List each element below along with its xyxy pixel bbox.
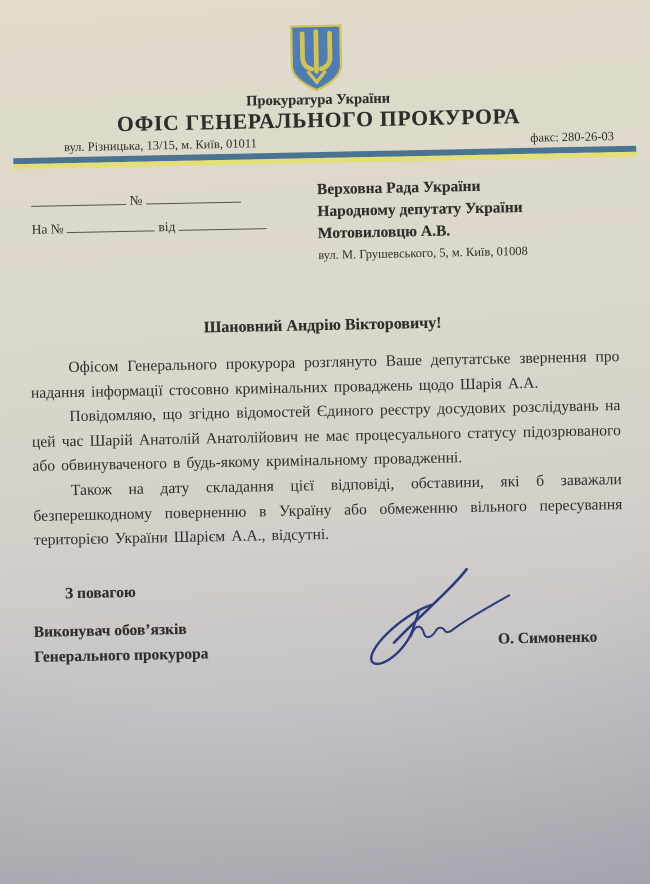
- recipient-block: [317, 175, 528, 265]
- salutation: Шановний Андрію Вікторовичу!: [203, 314, 442, 337]
- letterhead-fax: факс: 280-26-03: [530, 129, 615, 145]
- org-name-small: Прокуратура України: [246, 90, 391, 110]
- signer-title: [34, 616, 209, 669]
- reference-fields: [31, 184, 267, 243]
- ukraine-trident-emblem-icon: [287, 24, 345, 93]
- handwritten-signature: [355, 564, 517, 675]
- reference-line-2: [31, 211, 267, 243]
- signer-name: О. Симоненко: [497, 628, 598, 648]
- outgoing-date-blank: [31, 191, 126, 207]
- signer-title-line-2: Генерального прокурора: [34, 645, 209, 666]
- letter-body: [30, 345, 623, 554]
- closing-regards: З повагою: [64, 583, 136, 603]
- letterhead-address: вул. Різницька, 13/15, м. Київ, 01011: [63, 136, 257, 155]
- recipient-position: Народному депутату України: [317, 198, 523, 221]
- signer-title-line-1: Виконувач обов’язків: [33, 620, 187, 641]
- body-paragraph-3: Також на дату складання цієї відповіді, обставини, які б заважали безперешкодному поверненню в Україну або обмеженню вільного пересування територією України Шарієм А.А., відсутні.: [33, 471, 623, 550]
- incoming-number-blank: [67, 217, 155, 233]
- incoming-date-blank: [179, 215, 267, 231]
- recipient-name: Мотовиловцю А.В.: [317, 222, 451, 243]
- recipient-address: вул. М. Грушевського, 5, м. Київ, 01008: [318, 243, 528, 263]
- outgoing-number-blank: [146, 189, 241, 205]
- number-sign-label: №: [129, 192, 143, 208]
- body-paragraph-2: Повідомляю, що згідно відомостей Єдиного реєстру досудових розслідувань на цей час Шарій Анатолій Анатолійович не має процесуального статусу підозрюваного або обвинуваченого в будь-якому кримінальному провадженні.: [31, 397, 621, 476]
- org-name-large: ОФІС ГЕНЕРАЛЬНОГО ПРОКУРОРА: [116, 104, 521, 137]
- recipient-institution: Верховна Рада України: [316, 177, 481, 199]
- na-number-label: На №: [31, 221, 64, 237]
- vid-label: від: [158, 218, 176, 235]
- body-paragraph-1: Офісом Генерального прокурора розглянуто Ваше депутатське звернення про надання інформації стосовно кримінальних проваджень щодо Шарія А.А.: [30, 348, 620, 402]
